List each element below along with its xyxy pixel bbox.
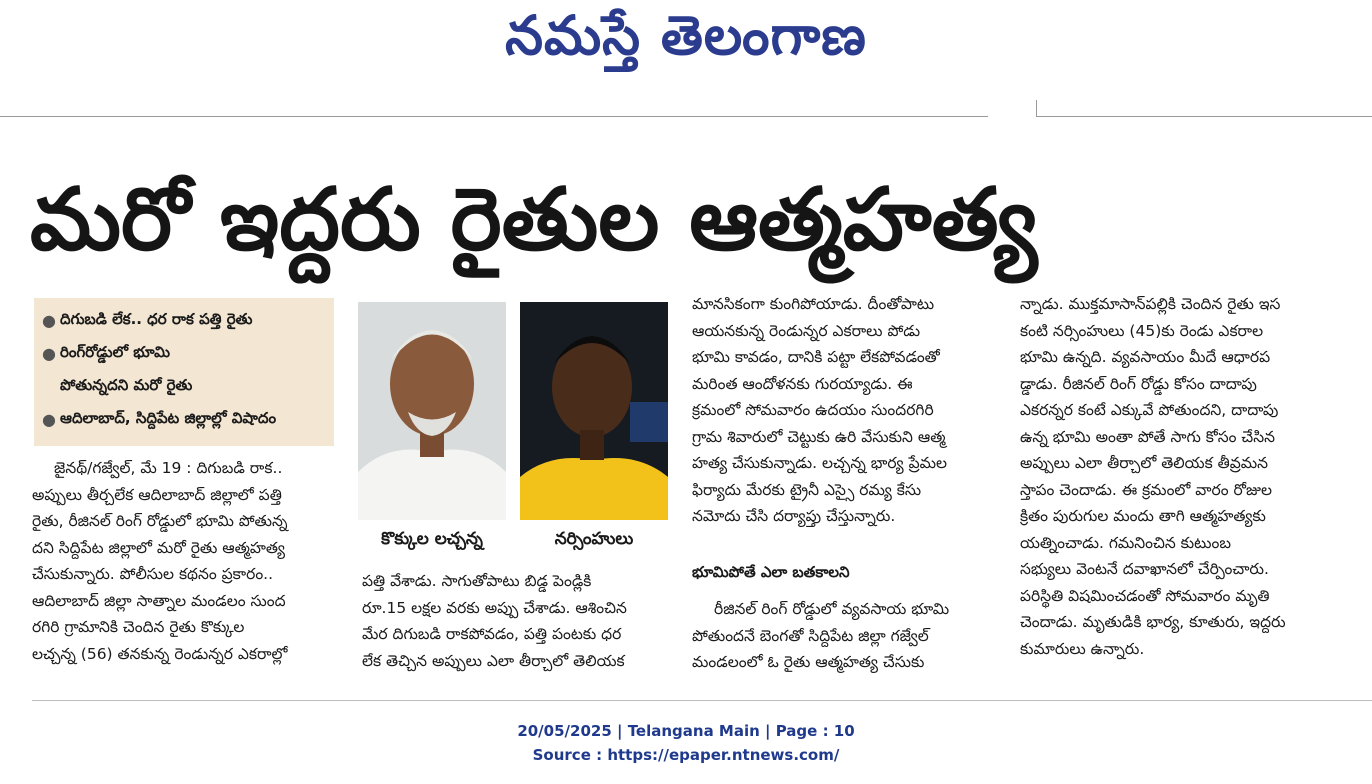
article-column-3: [692, 291, 1002, 530]
footer-rule: [32, 700, 1372, 701]
text-line: లచ్చన్న (56) తనకున్న రెండున్నర ఎకరాల్లో: [32, 644, 288, 663]
text-line: మరింత ఆందోళనకు గురయ్యాడు. ఈ: [692, 374, 913, 393]
text-line: ఫిర్యాదు మేరకు ట్రైనీ ఎస్సై రమ్య కేసు: [692, 480, 922, 499]
portrait-icon: [358, 302, 506, 520]
text-line: అప్పులు తీర్చలేక ఆదిలాబాద్ జిల్లాలో పత్తి: [32, 485, 282, 504]
headline: మరో ఇద్దరు రైతుల ఆత్మహత్య: [30, 170, 1038, 270]
highlight-3: పోతున్నదని మరో రైతు: [60, 376, 193, 394]
text-line: దని సిద్దిపేట జిల్లాలో మరో రైతు ఆత్మహత్య: [32, 538, 285, 557]
masthead: [0, 0, 1372, 80]
bullet-icon: ●: [42, 410, 56, 429]
text-line: కంటి నర్సింహులు (45)కు రెండు ఎకరాల: [1020, 321, 1264, 340]
text-line: భూమి ఉన్నది. వ్యవసాయం మీదే ఆధారప: [1020, 348, 1271, 366]
subheading: భూమిపోతే ఎలా బతకాలని: [692, 563, 850, 581]
highlight-4: ఆదిలాబాద్, సిద్దిపేట జిల్లాల్లో విషాదం: [60, 409, 277, 427]
article-column-2: [362, 568, 672, 674]
highlights-box: [34, 298, 334, 446]
portrait-icon: [520, 302, 668, 520]
text-line: హత్య చేసుకున్నాడు. లచ్చన్న భార్య ప్రేమల: [692, 454, 947, 472]
footer-edition-info: 20/05/2025 | Telangana Main | Page : 10: [517, 722, 855, 740]
text-line: చేసుకున్నారు. పోలీసుల కథనం ప్రకారం..: [32, 565, 274, 583]
text-line: చెందాడు. మృతుడికి భార్య, కూతురు, ఇద్దరు: [1020, 613, 1286, 631]
footer-source-link[interactable]: Source : https://epaper.ntnews.com/: [532, 746, 840, 764]
text-line: భూమి కావడం, దానికి పట్టా లేకపోవడంతో: [692, 348, 940, 366]
bullet-icon: ●: [42, 344, 56, 363]
text-line: క్రితం పురుగుల మందు తాగి ఆత్మహత్యకు: [1020, 507, 1266, 525]
text-line: మండలంలో ఓ రైతు ఆత్మహత్య చేసుకు: [692, 653, 925, 671]
masthead-rule-left: [0, 116, 988, 117]
photo-kokkula-lachanna: [358, 302, 506, 520]
text-line: ఆదిలాబాద్ జిల్లా సాత్నాల మండలం సుంద: [32, 591, 286, 610]
text-line: న్నాడు. ముక్తమాసాన్‌పల్లికి చెందిన రైతు ఇస: [1020, 295, 1281, 313]
text-line: అప్పులు ఎలా తీర్చాలో తెలియక తీవ్రమన: [1020, 454, 1269, 472]
photo-caption-right: నర్సింహులు: [554, 529, 634, 549]
text-line: స్తాపం చెందాడు. ఈ క్రమంలో వారం రోజుల: [1020, 480, 1272, 499]
masthead-logo: నమస్తే తెలంగాణ: [505, 4, 867, 67]
article-column-1: [32, 455, 342, 667]
masthead-rule-right: [1036, 116, 1372, 117]
text-line: రీజినల్ రింగ్ రోడ్డులో వ్యవసాయ భూమి: [714, 600, 950, 618]
text-line: పోతుందనే బెంగతో సిద్దిపేట జిల్లా గజ్వేల్: [692, 626, 929, 645]
text-line: డ్డాడు. రీజినల్ రింగ్ రోడ్డు కోసం దాదాపు: [1020, 374, 1257, 393]
text-line: ఉన్న భూమి అంతా పోతే సాగు కోసం చేసిన: [1020, 427, 1275, 446]
photo-caption-left: కొక్కుల లచ్చన్న: [381, 529, 483, 549]
text-line: గ్రామ శివారులో చెట్టుకు ఉరి వేసుకుని ఆత్మ: [692, 427, 946, 446]
text-line: నమోదు చేసి దర్యాప్తు చేస్తున్నారు.: [692, 507, 896, 525]
highlight-1: దిగుబడి లేక.. ధర రాక పత్తి రైతు: [60, 310, 253, 328]
text-line: ఆయనకున్న రెండున్నర ఎకరాలు పోడు: [692, 321, 921, 340]
article-column-4: [1020, 291, 1360, 662]
text-line: మేర దిగుబడి రాకపోవడం, పత్తి పంటకు ధర: [362, 625, 622, 643]
text-line: సభ్యులు వెంటనే దవాఖానలో చేర్పించారు.: [1020, 560, 1269, 578]
text-line: రైతు, రీజినల్ రింగ్ రోడ్డులో భూమి పోతున్న: [32, 512, 288, 530]
text-line: రూ.15 లక్షల వరకు అప్పు చేశాడు. ఆశించిన: [362, 598, 627, 617]
text-line: రగిరి గ్రామానికి చెందిన రైతు కొక్కుల: [32, 618, 245, 636]
text-line: మానసికంగా కుంగిపోయాడు. దీంతోపాటు: [692, 295, 935, 313]
highlight-2: రింగ్‌రోడ్డులో భూమి: [60, 343, 170, 361]
text-line: యత్నించాడు. గమనించిన కుటుంబ: [1020, 533, 1231, 552]
text-line: పత్తి వేశాడు. సాగుతోపాటు బిడ్డ పెండ్లికి: [362, 572, 592, 590]
article-column-3-continued: [692, 596, 1002, 676]
masthead-rule-right-vertical: [1036, 100, 1037, 116]
text-line: క్రమంలో సోమవారం ఉదయం సుందరగిరి: [692, 401, 934, 419]
text-line: కుమారులు ఉన్నారు.: [1020, 639, 1145, 658]
text-line: జైనథ్/గజ్వేల్, మే 19 : దిగుబడి రాక..: [54, 459, 283, 477]
text-line: లేక తెచ్చిన అప్పులు ఎలా తీర్చాలో తెలియక: [362, 651, 625, 670]
bullet-icon: ●: [42, 311, 56, 330]
text-line: ఎకరన్నర కంటే ఎక్కువే పోతుందని, దాదాపు: [1020, 401, 1279, 419]
photo-narsimhulu: [520, 302, 668, 520]
text-line: పరిస్థితి విషమించడంతో సోమవారం మృతి: [1020, 586, 1270, 605]
